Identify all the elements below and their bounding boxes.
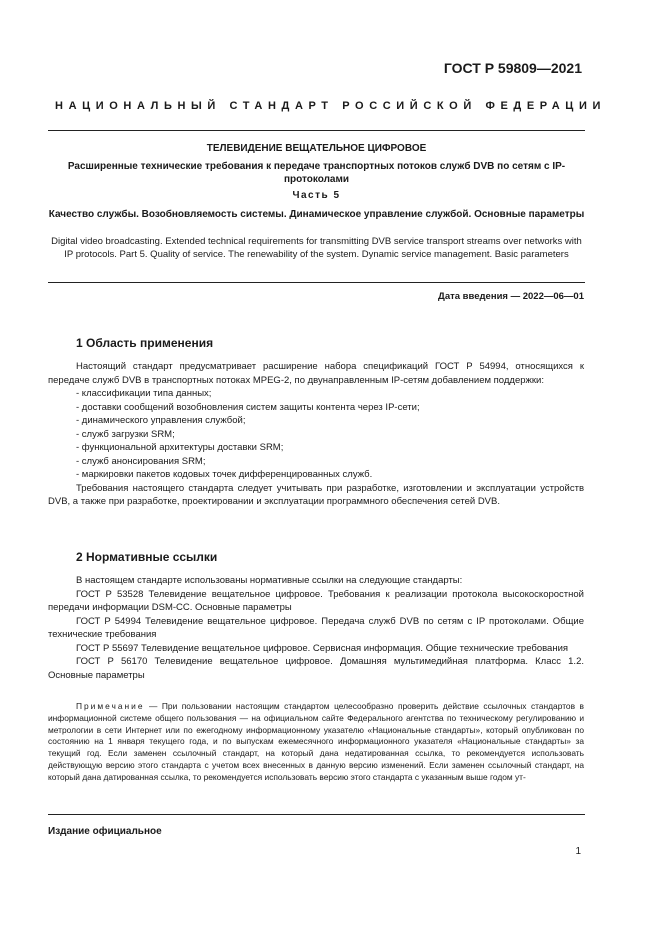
footer-divider <box>48 814 585 815</box>
page-number: 1 <box>575 846 581 857</box>
note-label: Примечание <box>76 701 145 711</box>
part-label: Часть 5 <box>292 190 341 201</box>
list-item: - маркировки пакетов кодовых точек дифференцированных служб. <box>76 469 373 480</box>
list-item: - функциональной архитектуры доставки SRM; <box>76 442 284 453</box>
note-block <box>48 701 584 784</box>
reference-item: ГОСТ Р 55697 Телевидение вещательное цифровое. Сервисная информация. Общие технические требования <box>76 642 569 654</box>
section-1-closing: Требования настоящего стандарта следует учитывать при разработке, изготовлении и эксплуатации устройств DVB, а также при разработке, проектировании и эксплуатации программного обеспечения сетей DVB. <box>48 482 584 507</box>
list-item: - классификации типа данных; <box>76 388 212 399</box>
reference-item: ГОСТ Р 53528 Телевидение вещательное цифровое. Требования к реализации протокола высокоскоростной передачи информации DSM-CC. Основные параметры <box>48 588 584 613</box>
section-2-heading: 2 Нормативные ссылки <box>76 550 218 564</box>
list-item: - служб анонсирования SRM; <box>76 455 206 467</box>
list-item: - доставки сообщений возобновления систем защиты контента через IP-сети; <box>76 401 420 413</box>
section-1-intro: Настоящий стандарт предусматривает расширение набора спецификаций ГОСТ Р 54994, относящихся к передаче служб DVB в транспортных потоках MPEG-2, по двунаправленным IP-сетям добавлением поддержки: <box>48 361 584 386</box>
official-edition-label: Издание официальное <box>48 826 162 837</box>
section-1-heading: 1 Область применения <box>76 336 214 350</box>
reference-item: ГОСТ Р 54994 Телевидение вещательное цифровое. Передача служб DVB по сетям с IP протоколами. Общие технические требования <box>48 615 584 640</box>
section-2-intro: В настоящем стандарте использованы нормативные ссылки на следующие стандарты: <box>76 575 463 586</box>
introduction-date: Дата введения — 2022—06—01 <box>438 291 584 302</box>
header-divider-bottom <box>48 282 585 283</box>
standard-number: ГОСТ Р 59809—2021 <box>443 60 582 76</box>
document-subtitle: Расширенные технические требования к передаче транспортных потоков служб DVB по сетям с IP-протоколами <box>67 161 566 185</box>
list-item: - динамического управления службой; <box>76 415 246 426</box>
national-standard-banner: НАЦИОНАЛЬНЫЙ СТАНДАРТ РОССИЙСКОЙ ФЕДЕРАЦИИ <box>55 100 606 112</box>
section-1-body <box>48 360 584 509</box>
part-title: Качество службы. Возобновляемость системы. Динамическое управление службой. Основные параметры <box>48 209 585 220</box>
note-text: — При пользовании настоящим стандартом целесообразно проверить действие ссылочных стандартов в информационной системе общего пользования — на официальном сайте Федерального агентства по техническому регулированию и метрологии в сети Интернет или по ежегодному информационному указателю «Национальные стандарты», который опубликован по состоянию на 1 января текущего года, и по выпускам ежемесячного информационного указателя «Национальные стандарты» за текущий год. Если заменен ссылочный стандарт, на который дана недатированная ссылка, то рекомендуется использовать действующую версию этого стандарта с учетом всех внесенных в данную версию изменений. Если заменен ссылочный стандарт, на который дана датированная ссылка, то рекомендуется использовать версию этого стандарта с указанным выше годом ут- <box>48 701 584 782</box>
reference-item: ГОСТ Р 56170 Телевидение вещательное цифровое. Домашняя мультимедийная платформа. Класс 1.2. Основные параметры <box>48 656 584 681</box>
list-item: - служб загрузки SRM; <box>76 428 175 440</box>
header-divider-top <box>48 130 585 131</box>
english-title: Digital video broadcasting. Extended technical requirements for transmitting DVB service transport streams over networks with IP protocols. Part 5. Quality of service. The renewability of the system. Dynamic service management. Basic parameters <box>51 236 582 260</box>
section-2-body <box>48 574 584 682</box>
document-title: ТЕЛЕВИДЕНИЕ ВЕЩАТЕЛЬНОЕ ЦИФРОВОЕ <box>206 143 427 154</box>
